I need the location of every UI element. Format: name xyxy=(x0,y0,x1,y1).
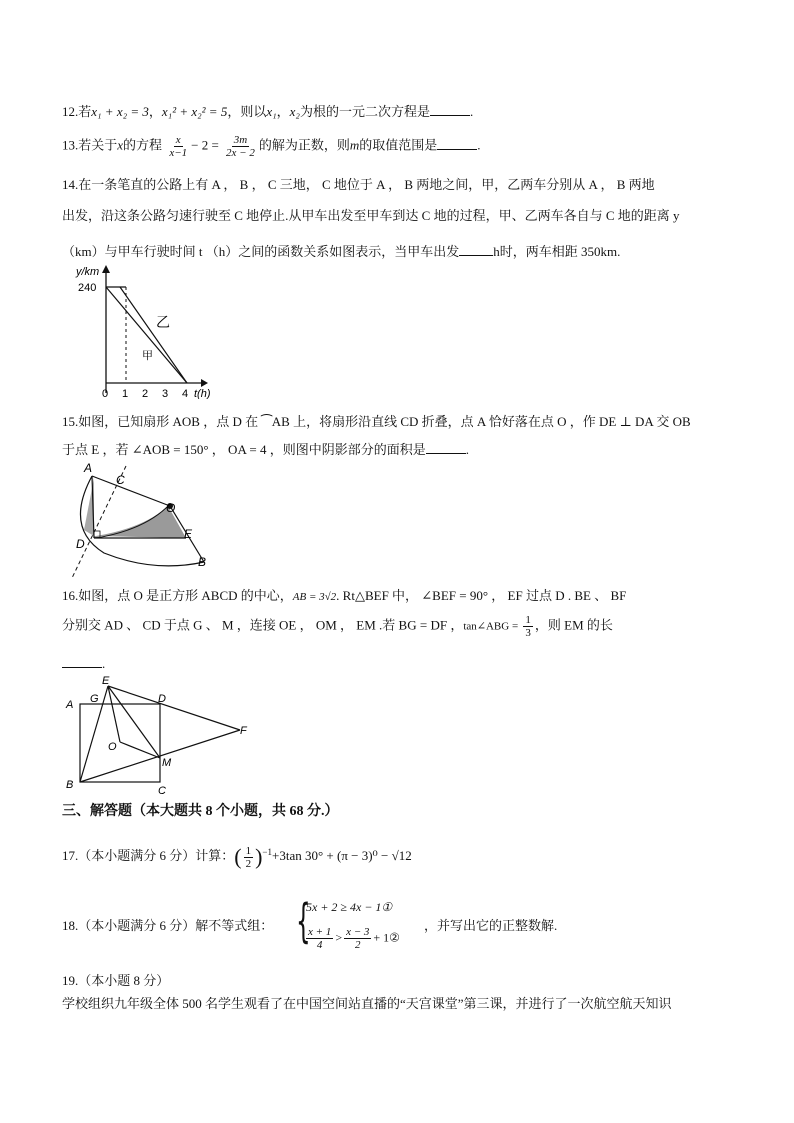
x-tick-0: 0 xyxy=(102,388,109,399)
q14-line-3 xyxy=(62,243,620,260)
jia-line xyxy=(106,287,187,383)
q13-var-x: x xyxy=(117,137,124,153)
q18-brace: { xyxy=(296,894,311,948)
q18-frac1-num: x + 1 xyxy=(308,926,332,938)
q13-answer-blank xyxy=(437,137,477,150)
q14-line-3b: h时，两车相距 350km. xyxy=(493,244,621,259)
q17-exponent: −1 xyxy=(262,846,272,857)
label-m: M xyxy=(162,757,172,769)
q16-ab: AB = 3√2 xyxy=(292,591,337,603)
q18-inequality-2 xyxy=(304,926,400,951)
label-e: E xyxy=(102,675,110,687)
q13-number: 13. xyxy=(62,137,79,153)
q18-frac1-den: 4 xyxy=(316,939,323,952)
q13-frac2-den: 2x − 2 xyxy=(226,147,255,160)
q13-end: . xyxy=(477,137,481,153)
label-jia: 甲 xyxy=(142,350,153,362)
q13-line xyxy=(62,134,481,159)
x-tick-4: 4 xyxy=(182,388,189,399)
sector-arc xyxy=(80,476,204,566)
y-label: y/km xyxy=(76,266,100,278)
q16-tan: tan∠ABG = xyxy=(463,620,519,633)
q12-line xyxy=(62,103,473,120)
q12-math-x2: x₂ xyxy=(289,104,300,119)
label-a: A xyxy=(84,461,93,475)
q18-frac-1 xyxy=(306,926,333,951)
q16-line-1b: . Rt△BEF 中， ∠BEF = 90° ， EF 过点 D . BE 、 BF xyxy=(336,588,627,603)
label-e: E xyxy=(184,527,193,541)
x-tick-1: 1 xyxy=(122,388,129,399)
label-o: O xyxy=(108,741,117,753)
q17-half xyxy=(244,845,254,870)
q16-line-2a: 分别交 AD 、 CD 于点 G 、 M ，连接 OE ， OM ， EM .若 BG = DF ， xyxy=(62,617,464,633)
label-a: A xyxy=(66,699,74,711)
q12-math-x1: x₁ xyxy=(266,104,277,119)
q16-tan-den: 3 xyxy=(525,627,531,640)
label-o: O xyxy=(166,501,176,515)
q12-math-sum: x₁ + x₂ = 3 xyxy=(91,104,149,119)
q12-math-squares: x₁² + x₂² = 5 xyxy=(161,104,228,119)
q13-text-2: 的方程 xyxy=(123,137,163,153)
label-c: C xyxy=(116,473,125,487)
q13-var-m: m xyxy=(349,137,360,153)
q19-title: 19.（本小题 8 分） xyxy=(62,973,170,988)
q15-line-2 xyxy=(62,441,469,458)
q15-line-2b: . xyxy=(465,442,469,457)
q15-sector-figure xyxy=(64,458,214,583)
x-axis-arrow xyxy=(201,379,208,387)
q16-end: . xyxy=(102,656,106,671)
q13-fraction-left xyxy=(167,134,189,159)
label-f: F xyxy=(240,725,247,737)
x-tick-3: 3 xyxy=(162,388,169,399)
q12-end: . xyxy=(469,104,474,119)
q12-text-3: ，则以 xyxy=(227,104,267,119)
q18-inequality-1: 5x + 2 ≥ 4x − 1① xyxy=(306,900,393,914)
q14-line-1: 14.在一条笔直的公路上有 A ， B ， C 三地， C 地位于 A ， B 两地之间，甲，乙两车分别从 A ， B 两地 xyxy=(62,177,655,192)
q16-tan-fraction xyxy=(523,614,533,639)
x-label: t(h) xyxy=(194,388,211,399)
segment-ef xyxy=(108,686,240,730)
q12-text-5: 为根的一元二次方程是 xyxy=(299,104,430,119)
q12-number: 12. xyxy=(62,104,79,119)
q16-answer-blank xyxy=(62,655,102,668)
q16-tan-num: 1 xyxy=(525,614,531,626)
q15-line-1: 15.如图，已知扇形 AOB ，点 D 在 ⁀AB 上，将扇形沿直线 CD 折叠，点 A 恰好落在点 O ，作 DE ⊥ DA 交 OB xyxy=(62,414,691,429)
q16-line-2 xyxy=(62,614,613,639)
segment-oa xyxy=(92,476,170,506)
q13-text-3: 的解为正数，则 xyxy=(258,137,350,153)
x-tick-2: 2 xyxy=(142,388,149,399)
y-axis-arrow xyxy=(102,265,110,273)
q18-suffix: ，并写出它的正整数解. xyxy=(424,918,558,933)
q18-frac2-num: x − 3 xyxy=(346,926,370,938)
q14-line-3a: （km）与甲车行驶时间 t （h）之间的函数关系如图表示，当甲车出发 xyxy=(62,244,460,259)
q19-line-1: 学校组织九年级全体 500 名学生观看了在中国空间站直播的“天宫课堂”第三课，并进行了一次航空航天知识 xyxy=(62,996,672,1011)
q12-text-4: ， xyxy=(276,104,290,119)
q13-frac2-num: 3m xyxy=(233,134,248,146)
q13-fraction-right xyxy=(224,134,257,159)
q13-text-1: 若关于 xyxy=(78,137,118,153)
q14-answer-blank xyxy=(459,243,493,256)
q17-paren-open: ( xyxy=(234,844,242,869)
q16-line-1 xyxy=(62,588,626,604)
q14-distance-time-graph xyxy=(70,263,220,399)
q17-prefix: 17.（本小题满分 6 分）计算： xyxy=(62,848,235,864)
q16-line-3 xyxy=(62,655,105,672)
q12-answer-blank xyxy=(430,103,470,116)
q18-prefix: 18.（本小题满分 6 分）解不等式组： xyxy=(62,918,274,933)
y-tick-240: 240 xyxy=(78,282,97,294)
yi-line xyxy=(120,287,187,383)
q18-tail: + 1② xyxy=(373,930,400,945)
q13-frac1-num: x xyxy=(175,134,181,146)
q14-line-2: 出发，沿这条公路匀速行驶至 C 地停止.从甲车出发至甲车到达 C 地的过程，甲、乙两车各自与 C 地的距离 y xyxy=(62,208,680,223)
q18-frac2-den: 2 xyxy=(355,939,361,952)
q13-text-4: 的取值范围是 xyxy=(359,137,438,153)
q17-rest: +3tan 30° + (π − 3)⁰ − √12 xyxy=(272,848,412,864)
q18-frac-2 xyxy=(344,926,371,951)
label-b: B xyxy=(198,555,207,569)
q17-half-den: 2 xyxy=(245,857,252,870)
q15-answer-blank xyxy=(426,441,466,454)
q12-text-1: 若 xyxy=(78,104,92,119)
q17-paren-close: ) xyxy=(255,844,263,869)
label-d: D xyxy=(158,693,166,705)
q12-text-2: ， xyxy=(148,104,162,119)
q16-line-2b: ，则 EM 的长 xyxy=(534,617,613,633)
label-yi: 乙 xyxy=(156,314,170,330)
section-3-header: 三、解答题（本大题共 8 个小题，共 68 分.） xyxy=(62,804,339,819)
q17-half-num: 1 xyxy=(245,844,252,857)
q17-line xyxy=(62,844,412,870)
q18-gt: > xyxy=(335,930,343,945)
q16-line-1a: 16.如图，点 O 是正方形 ABCD 的中心， xyxy=(62,588,293,603)
label-c: C xyxy=(158,785,166,794)
label-g: G xyxy=(90,693,99,705)
q15-line-2a: 于点 E ，若 ∠AOB = 150° ， OA = 4 ，则图中阴影部分的面积是 xyxy=(62,442,426,457)
label-b: B xyxy=(66,779,74,791)
right-angle-mark xyxy=(94,531,100,537)
q16-square-figure xyxy=(62,674,262,794)
q13-mid: − 2 = xyxy=(191,137,219,153)
label-d: D xyxy=(76,537,85,551)
q13-frac1-den: x−1 xyxy=(169,147,188,160)
